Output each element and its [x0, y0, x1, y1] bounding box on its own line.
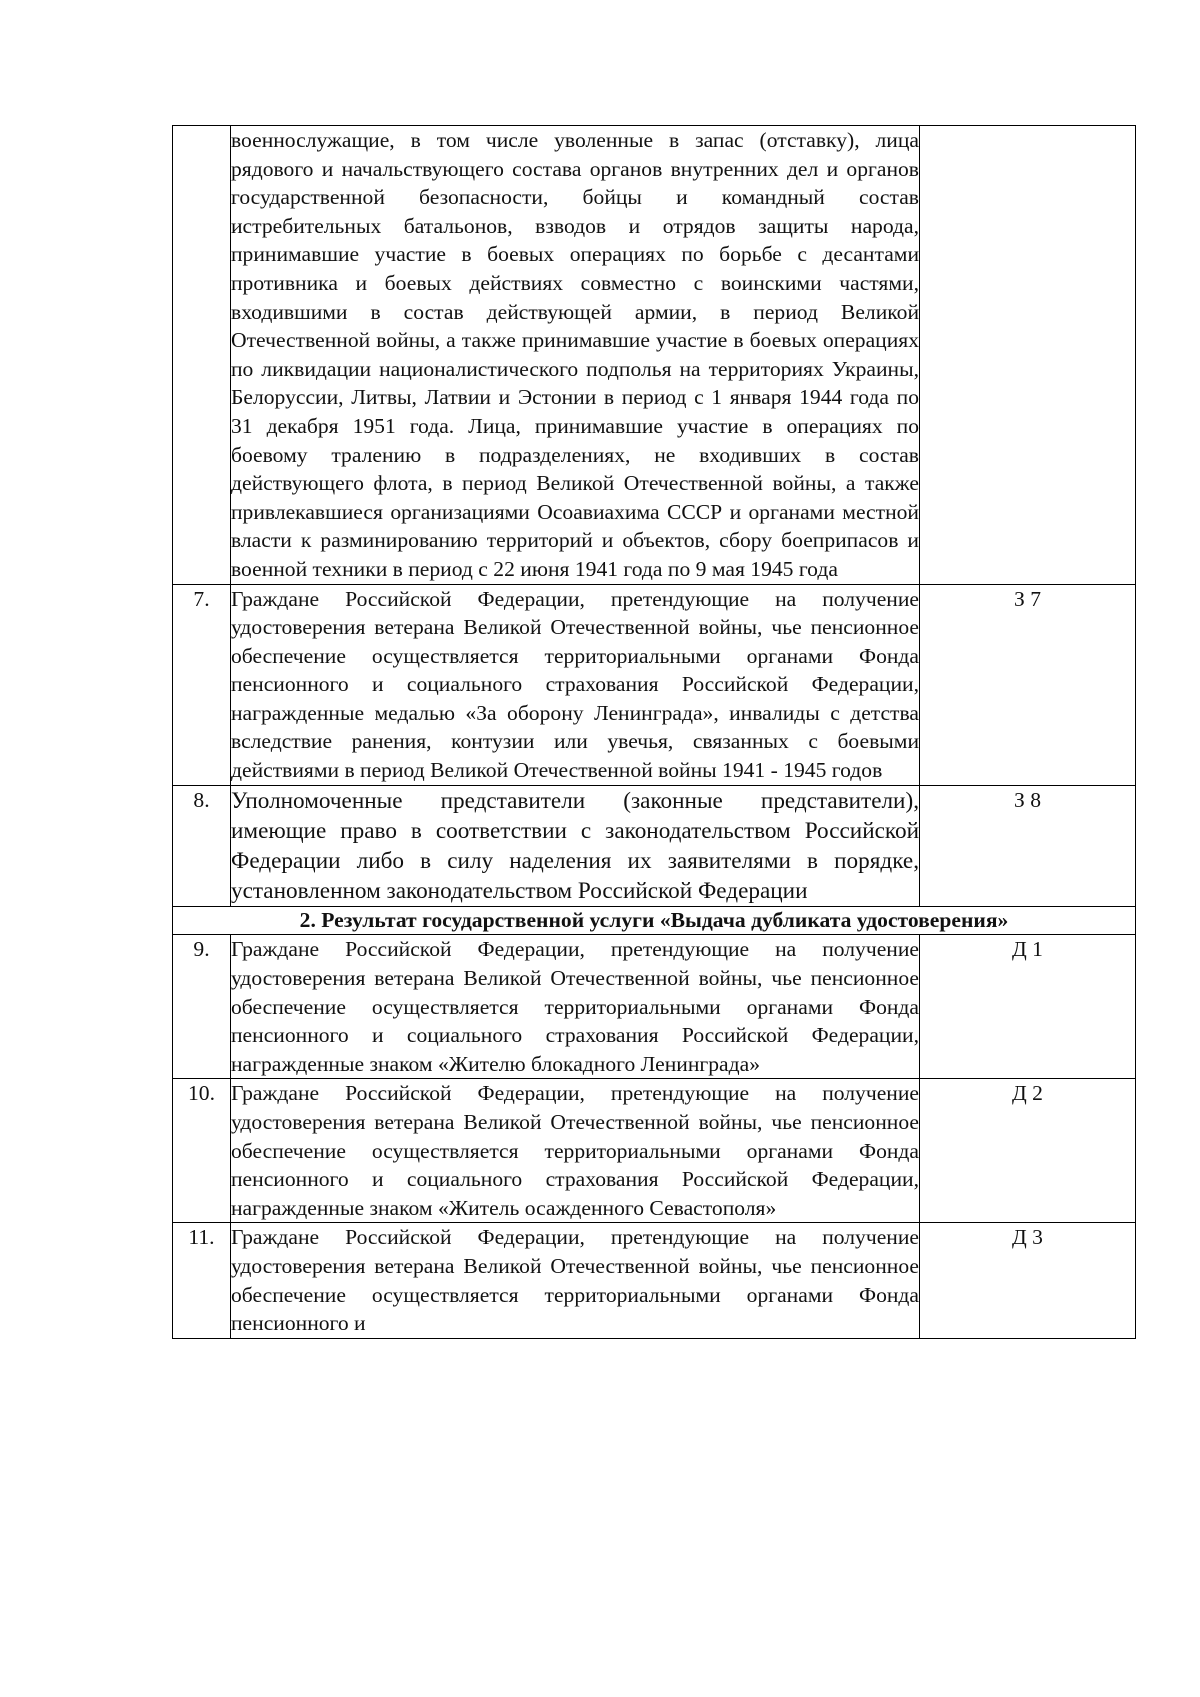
row-number: 10. — [173, 1079, 231, 1223]
row-code: Д 3 — [920, 1223, 1136, 1338]
table-row — [173, 126, 1136, 585]
row-description: Уполномоченные представители (законные представители), имеющие право в соответствии с законодательством Российской Федерации либо в силу наделения их заявителями в порядке, установленном законодательством Российской Федерации — [231, 785, 920, 907]
table-row — [173, 1223, 1136, 1338]
table-row — [173, 785, 1136, 907]
row-number — [173, 126, 231, 585]
table-row — [173, 1079, 1136, 1223]
row-description: Граждане Российской Федерации, претендующие на получение удостоверения ветерана Великой Отечественной войны, чье пенсионное обеспечение осуществляется территориальными органами Фонда пенсионного и социального страхования Российской Федерации, награжденные знаком «Житель осажденного Севастополя» — [231, 1079, 920, 1223]
row-number: 11. — [173, 1223, 231, 1338]
row-code: Д 2 — [920, 1079, 1136, 1223]
section-header-row — [173, 907, 1136, 935]
row-description: Граждане Российской Федерации, претендующие на получение удостоверения ветерана Великой Отечественной войны, чье пенсионное обеспечение осуществляется территориальными органами Фонда пенсионного и социального страхования Российской Федерации, награжденные знаком «Жителю блокадного Ленинграда» — [231, 935, 920, 1079]
row-number: 8. — [173, 785, 231, 907]
row-code: З 7 — [920, 584, 1136, 785]
row-description: военнослужащие, в том числе уволенные в запас (отставку), лица рядового и начальствующего состава органов внутренних дел и органов государственной безопасности, бойцы и командный состав истребительных батальонов, взводов и отрядов защиты народа, принимавшие участие в боевых операциях по борьбе с десантами противника и боевых действиях совместно с воинскими частями, входившими в состав действующей армии, в период Великой Отечественной войны, а также принимавшие участие в боевых операциях по ликвидации националистического подполья на территориях Украины, Белоруссии, Литвы, Латвии и Эстонии в период с 1 января 1944 года по 31 декабря 1951 года. Лица, принимавшие участие в операциях по боевому тралению в подразделениях, не входивших в состав действующего флота, в период Великой Отечественной войны, а также привлекавшиеся организациями Осоавиахима СССР и органами местной власти к разминированию территорий и объектов, сбору боеприпасов и военной техники в период с 22 июня 1941 года по 9 мая 1945 года — [231, 126, 920, 585]
section-title: 2. Результат государственной услуги «Выдача дубликата удостоверения» — [173, 907, 1136, 935]
row-description: Граждане Российской Федерации, претендующие на получение удостоверения ветерана Великой Отечественной войны, чье пенсионное обеспечение осуществляется территориальными органами Фонда пенсионного и — [231, 1223, 920, 1338]
applicants-table — [172, 125, 1136, 1339]
table-row — [173, 935, 1136, 1079]
row-number: 7. — [173, 584, 231, 785]
table-row — [173, 584, 1136, 785]
row-code: Д 1 — [920, 935, 1136, 1079]
row-code — [920, 126, 1136, 585]
row-code: З 8 — [920, 785, 1136, 907]
row-number: 9. — [173, 935, 231, 1079]
row-description: Граждане Российской Федерации, претендующие на получение удостоверения ветерана Великой Отечественной войны, чье пенсионное обеспечение осуществляется территориальными органами Фонда пенсионного и социального страхования Российской Федерации, награжденные медалью «За оборону Ленинграда», инвалиды с детства вследствие ранения, контузии или увечья, связанных с боевыми действиями в период Великой Отечественной войны 1941 - 1945 годов — [231, 584, 920, 785]
